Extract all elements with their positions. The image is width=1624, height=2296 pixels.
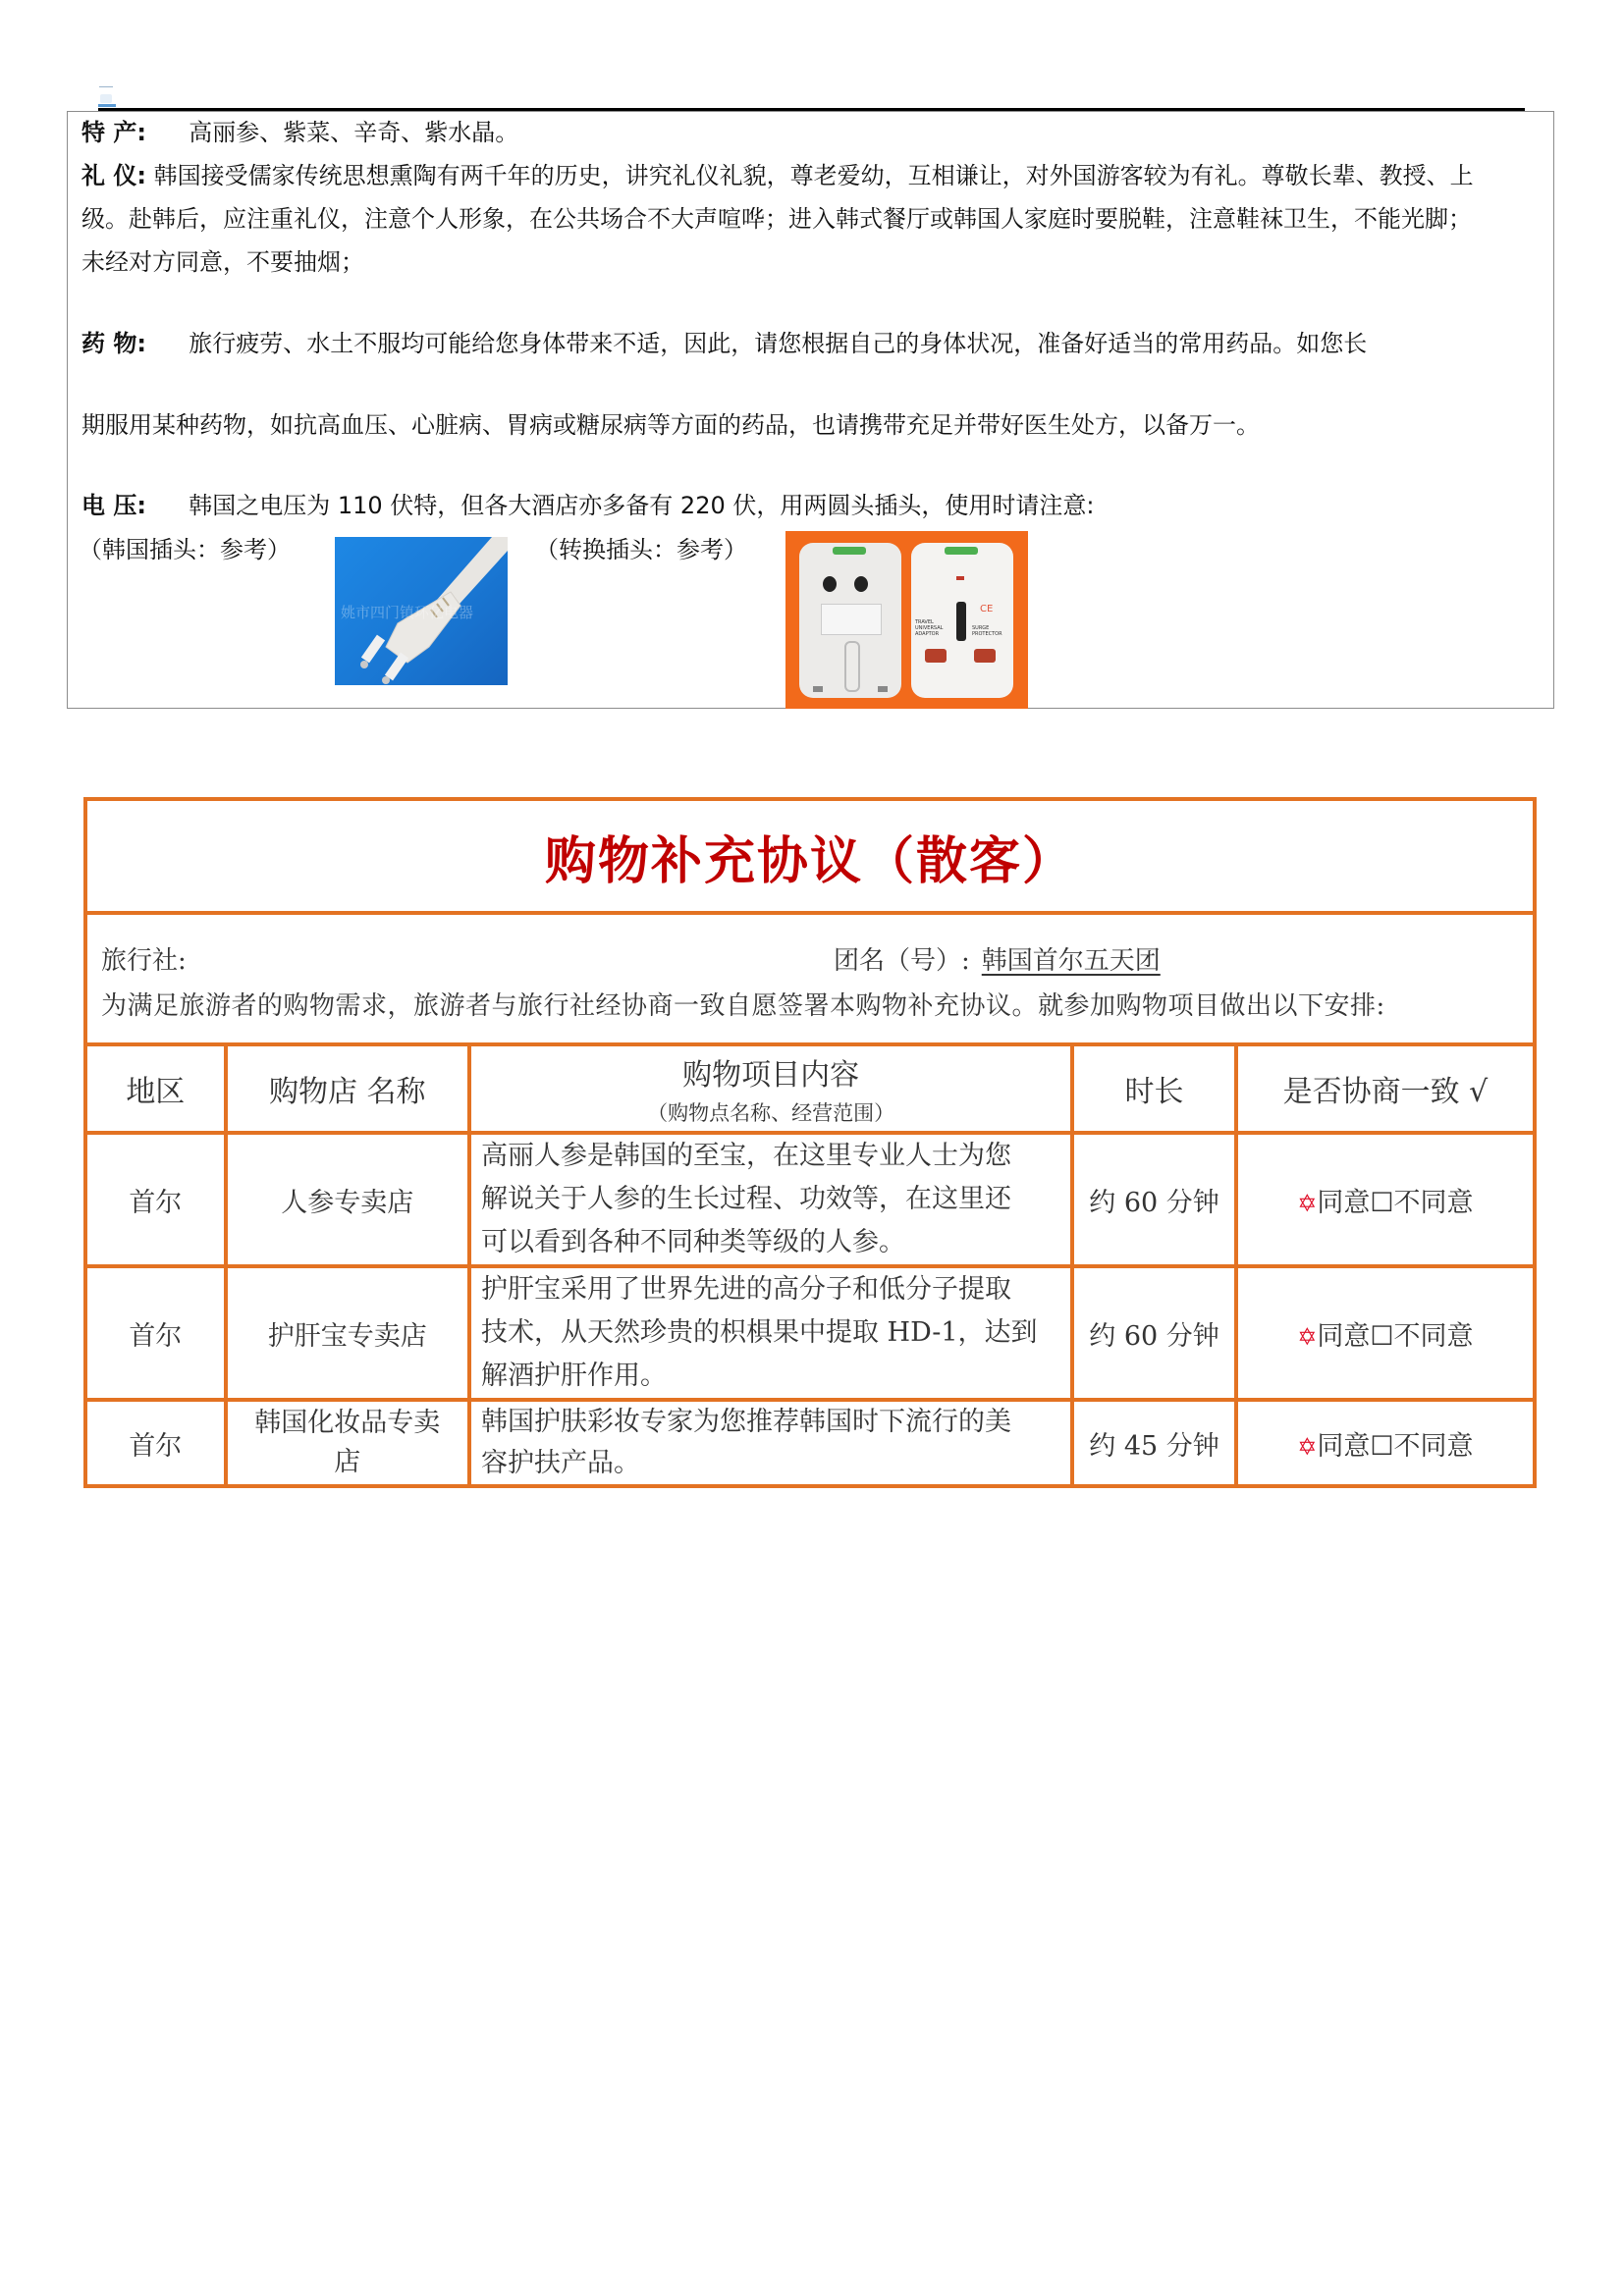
agency-label: 旅行社: (101, 946, 187, 976)
corner-bar (98, 104, 116, 107)
shop-line: 韩国化妆品专卖 (254, 1408, 441, 1438)
specialties-line (81, 116, 518, 149)
header-content-sub: （购物点名称、经营范围） (647, 1101, 895, 1125)
row-duration: 约 45 分钟 (1072, 1400, 1236, 1486)
row-consent[interactable] (1236, 1400, 1535, 1486)
row-shop: 人参专卖店 (226, 1133, 469, 1266)
etiquette-label: 礼 仪: (81, 162, 146, 189)
agreement-title-cell (85, 799, 1535, 913)
medicine-text-1: 旅行疲劳、水土不服均可能给您身体带来不适，因此，请您根据自己的身体状况，准备好适当的常用药品。如您长 (189, 330, 1368, 357)
shop-line: 店 (334, 1447, 361, 1477)
consent-options[interactable]: 同意☐不同意 (1317, 1187, 1474, 1218)
medicine-label: 药 物: (81, 330, 146, 357)
table-header-row (85, 1044, 1535, 1133)
row-region: 首尔 (85, 1266, 226, 1400)
specialties-text: 高丽参、紫菜、辛奇、紫水晶。 (189, 119, 519, 146)
etiquette-line-2: 级。赴韩后，应注重礼仪，注意个人形象，在公共场合不大声喧哗；进入韩式餐厅或韩国人家庭时要脱鞋，注意鞋袜卫生，不能光脚； (81, 205, 1472, 233)
desc-line: 技术，从天然珍贵的枳椇果中提取 HD-1，达到 (480, 1317, 1038, 1348)
corner-blob (100, 94, 112, 103)
row-region: 首尔 (85, 1400, 226, 1486)
row-duration: 约 60 分钟 (1072, 1133, 1236, 1266)
adapter-label-right: SURGE PROTECTOR (972, 625, 1002, 637)
agree-selected-icon[interactable]: ✡ (1297, 1432, 1318, 1461)
page-corner-mark (98, 84, 116, 108)
medicine-line-1 (81, 327, 1367, 360)
plug-watermark: 姚市四门镇环亿电器 (341, 604, 474, 621)
row-consent[interactable] (1236, 1266, 1535, 1400)
etiquette-line-3: 未经对方同意，不要抽烟； (81, 248, 364, 276)
agreement-title: 购物补充协议（散客） (544, 831, 1075, 891)
corner-dash (99, 86, 113, 87)
table-row (85, 1400, 1535, 1486)
header-content (469, 1044, 1072, 1133)
adapter-back (911, 543, 1013, 698)
voltage-line (81, 489, 1094, 522)
agreement-intro: 为满足旅游者的购物需求，旅游者与旅行社经协商一致自愿签署本购物补充协议。就参加购物项目做出以下安排: (101, 991, 1385, 1021)
voltage-text: 韩国之电压为 110 伏特，但各大酒店亦多备有 220 伏，用两圆头插头，使用时请注意: (189, 492, 1095, 519)
desc-line: 容护扶产品。 (480, 1448, 640, 1478)
header-consent: 是否协商一致 √ (1236, 1044, 1535, 1133)
group-field (834, 940, 1172, 977)
agree-selected-icon[interactable]: ✡ (1297, 1189, 1318, 1217)
row-shop (226, 1400, 469, 1486)
row-desc (469, 1266, 1072, 1400)
desc-line: 可以看到各种不同种类等级的人参。 (480, 1227, 905, 1257)
consent-options[interactable]: 同意☐不同意 (1317, 1430, 1474, 1462)
desc-line: 解说关于人参的生长过程、功效等，在这里还 (480, 1184, 1011, 1214)
group-name: 韩国首尔五天团 (981, 946, 1161, 976)
adapter-caption: （转换插头：参考） (535, 536, 747, 563)
adapter-label-left: TRAVEL UNIVERSAL ADAPTOR (915, 619, 944, 637)
korean-plug-image (335, 537, 508, 685)
adapter-front (799, 543, 901, 698)
agreement-meta-cell (85, 913, 1535, 1044)
shopping-agreement-table (83, 797, 1537, 1488)
medicine-line-2: 期服用某种药物，如抗高血压、心脏病、胃病或糖尿病等方面的药品，也请携带充足并带好医生处方，以备万一。 (81, 411, 1260, 439)
etiquette-text-1: 韩国接受儒家传统思想熏陶有两千年的历史，讲究礼仪礼貌，尊老爱幼，互相谦让，对外国游客较为有礼。尊敬长辈、教授、上 (153, 162, 1474, 189)
etiquette-line-1 (81, 159, 1474, 192)
table-row (85, 1133, 1535, 1266)
travel-adapter-image (785, 531, 1028, 709)
desc-line: 高丽人参是韩国的至宝，在这里专业人士为您 (480, 1141, 1011, 1171)
row-consent[interactable] (1236, 1133, 1535, 1266)
group-label: 团名（号）: (834, 946, 970, 976)
header-duration: 时长 (1072, 1044, 1236, 1133)
table-row (85, 1266, 1535, 1400)
row-desc (469, 1133, 1072, 1266)
row-shop: 护肝宝专卖店 (226, 1266, 469, 1400)
desc-line: 解酒护肝作用。 (480, 1361, 667, 1391)
header-content-title: 购物项目内容 (682, 1058, 860, 1093)
desc-line: 护肝宝采用了世界先进的高分子和低分子提取 (480, 1274, 1011, 1305)
row-region: 首尔 (85, 1133, 226, 1266)
voltage-label: 电 压: (81, 492, 146, 519)
specialties-label: 特 产: (81, 119, 146, 146)
row-duration: 约 60 分钟 (1072, 1266, 1236, 1400)
agree-selected-icon[interactable]: ✡ (1297, 1322, 1318, 1351)
plug-caption: （韩国插头：参考） (79, 536, 291, 563)
header-region: 地区 (85, 1044, 226, 1133)
ce-mark: CE (980, 604, 994, 614)
row-desc (469, 1400, 1072, 1486)
desc-line: 韩国护肤彩妆专家为您推荐韩国时下流行的美 (480, 1407, 1011, 1437)
consent-options[interactable]: 同意☐不同意 (1317, 1320, 1474, 1352)
header-shop: 购物店 名称 (226, 1044, 469, 1133)
